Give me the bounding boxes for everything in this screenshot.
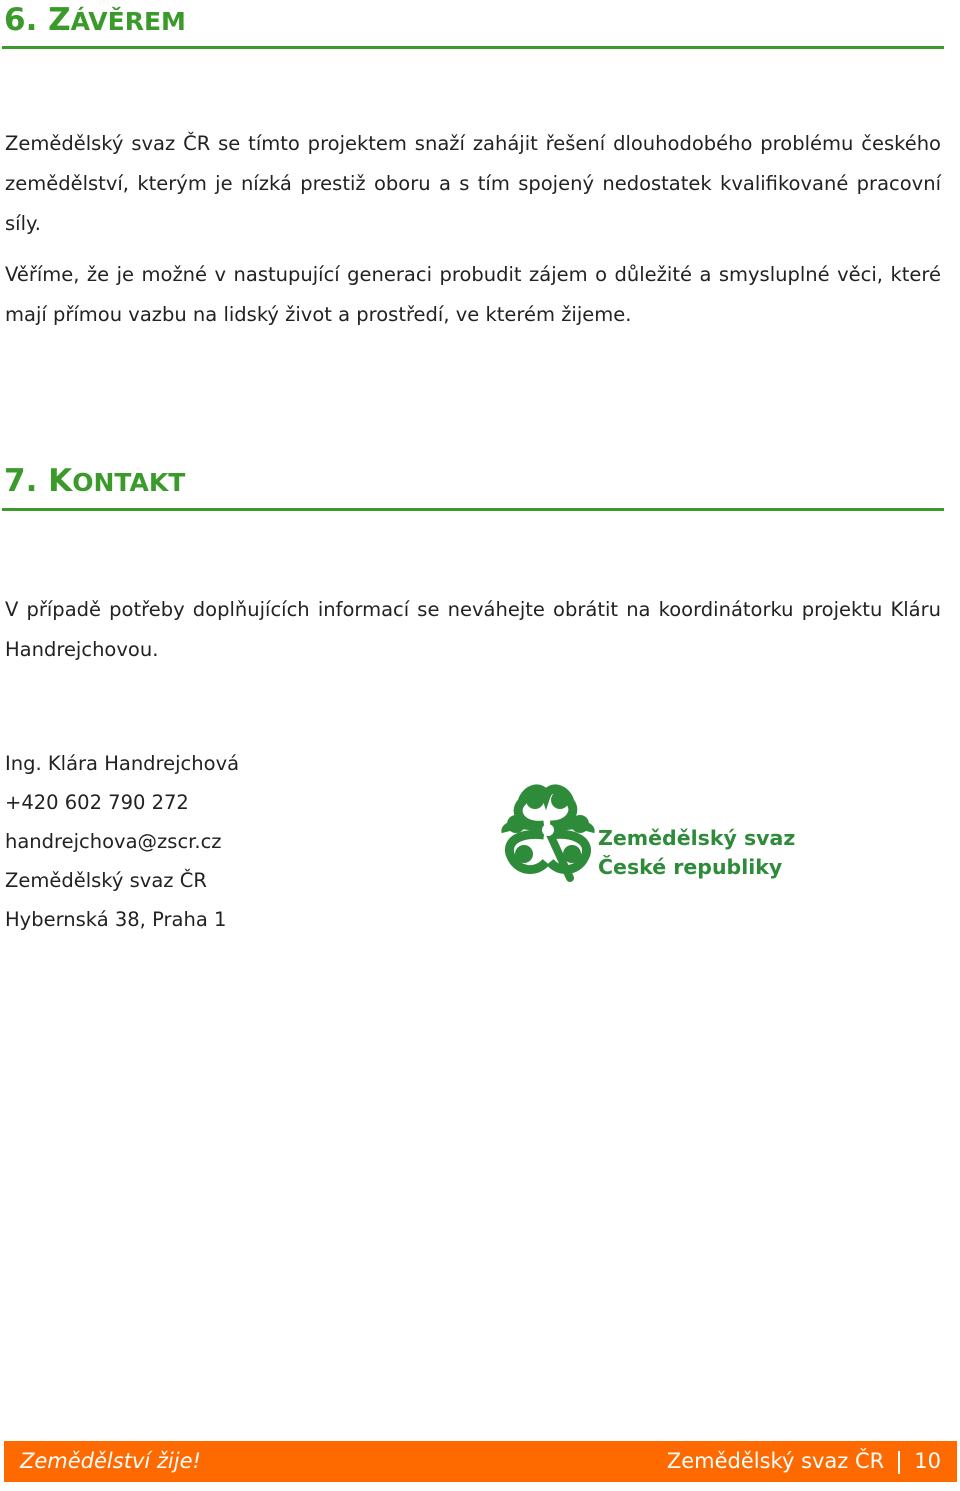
- footer-organization: Zemědělský svaz ČR: [666, 1449, 885, 1473]
- section-6-paragraph-2: Věříme, že je možné v nastupující generaci probudit zájem o důležité a smysluplné věci, které mají přímou vazbu na lidský život a prostředí, ve kterém žijeme.: [5, 263, 941, 326]
- page-number: 10: [914, 1449, 941, 1473]
- contact-name: Ing. Klára Handrejchová: [5, 752, 240, 775]
- footer-slogan: Zemědělství žije!: [20, 1449, 201, 1473]
- contact-address: Hybernská 38, Praha 1: [5, 908, 227, 931]
- section-7-paragraph: V případě potřeby doplňujících informací se neváhejte obrátit na koordinátorku projektu Kláru Handrejchovou.: [5, 598, 941, 661]
- four-leaf-clover-icon: [500, 782, 596, 882]
- page-footer: [4, 1441, 957, 1482]
- section-6-title-initial: Z: [48, 2, 71, 38]
- section-7-number: 7.: [4, 463, 38, 499]
- logo-text: [598, 824, 795, 882]
- contact-block: [5, 744, 239, 939]
- section-6-paragraph-1: Zemědělský svaz ČR se tímto projektem snaží zahájit řešení dlouhodobého problému českého zemědělství, kterým je nízká prestiž oboru a s tím spojený nedostatek kvalifikované pracovní síly.: [5, 132, 941, 235]
- contact-phone: +420 602 790 272: [5, 791, 189, 814]
- section-7-rule: [2, 508, 944, 511]
- logo-line-2: České republiky: [598, 855, 783, 879]
- section-7-title-initial: K: [48, 463, 73, 499]
- contact-email: handrejchova@zscr.cz: [5, 830, 222, 853]
- contact-organization: Zemědělský svaz ČR: [5, 869, 207, 892]
- footer-separator: [898, 1451, 900, 1474]
- section-6-rule: [2, 46, 944, 49]
- section-6-heading: [4, 0, 186, 42]
- footer-right: [667, 1441, 941, 1482]
- section-6-number: 6.: [4, 2, 38, 38]
- section-7-title-rest: ONTAKT: [72, 468, 186, 497]
- logo-line-1: Zemědělský svaz: [598, 826, 796, 850]
- organization-logo: [500, 782, 822, 882]
- section-7-heading: [4, 461, 185, 503]
- section-6-title-rest: ÁVĚREM: [70, 7, 186, 36]
